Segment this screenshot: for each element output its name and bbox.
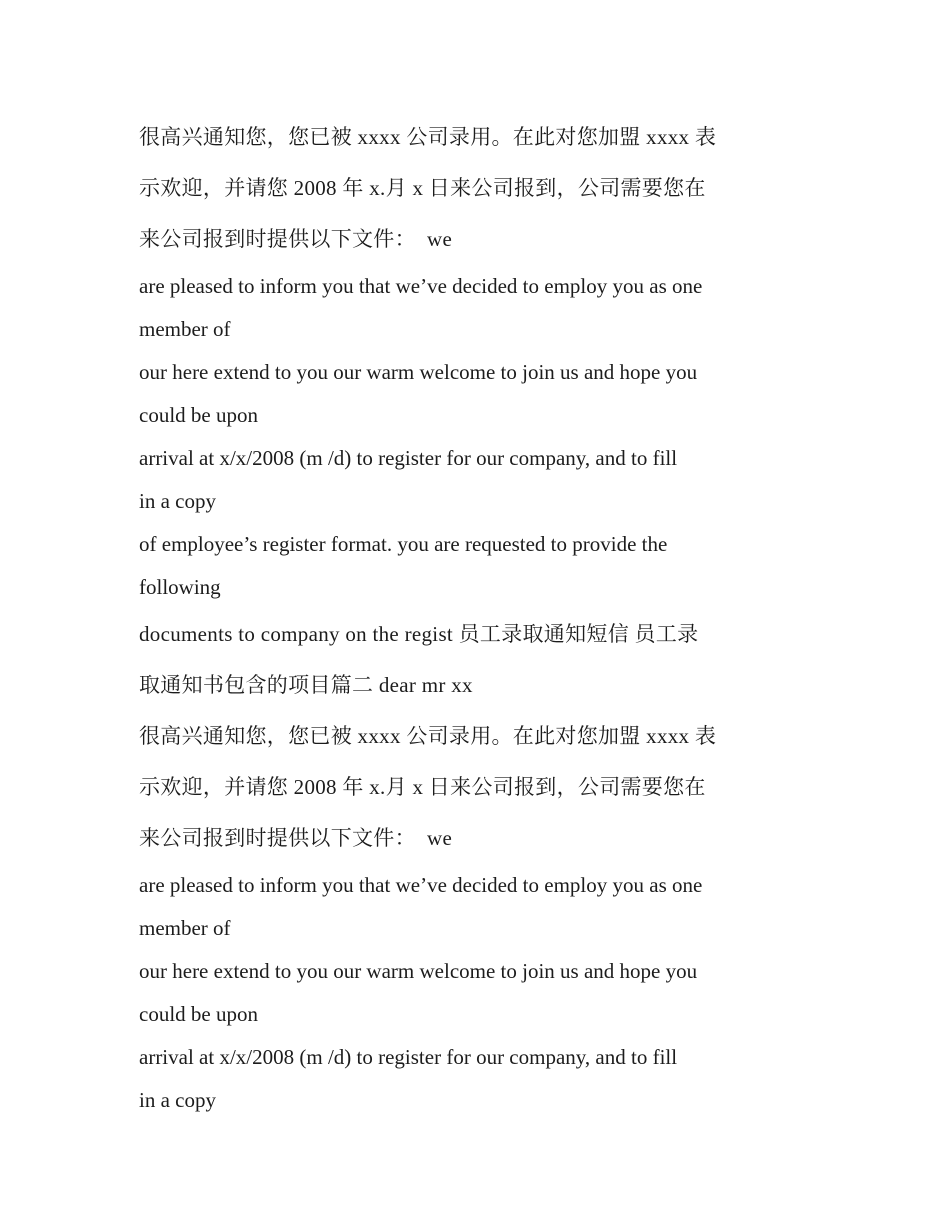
text-line: 示欢迎，并请您 2008 年 x.月 x 日来公司报到，公司需要您在: [139, 176, 706, 200]
text-line: in a copy: [139, 489, 216, 513]
text-line: documents to company on the regist 员工录取通知短信 员工录: [139, 622, 699, 646]
text-line: of employee’s register format. you are requested to provide the: [139, 532, 668, 556]
text-line: arrival at x/x/2008 (m /d) to register for our company, and to fill: [139, 1045, 678, 1069]
text-line: are pleased to inform you that we’ve decided to employ you as one: [139, 873, 703, 897]
text-line: in a copy: [139, 1088, 216, 1112]
text-line: following: [139, 575, 221, 599]
text-line: member of: [139, 317, 231, 341]
text-line: member of: [139, 916, 231, 940]
text-line: 示欢迎，并请您 2008 年 x.月 x 日来公司报到，公司需要您在: [139, 775, 706, 799]
text-line: 取通知书包含的项目篇二 dear mr xx: [139, 673, 473, 697]
text-line: could be upon: [139, 403, 258, 427]
text-line: could be upon: [139, 1002, 258, 1026]
text-line: 很高兴通知您，您已被 xxxx 公司录用。在此对您加盟 xxxx 表: [139, 724, 717, 748]
text-line: 来公司报到时提供以下文件： we: [139, 826, 453, 850]
text-line: 来公司报到时提供以下文件： we: [139, 227, 453, 251]
text-line: our here extend to you our warm welcome to join us and hope you: [139, 360, 698, 384]
text-line: are pleased to inform you that we’ve decided to employ you as one: [139, 274, 703, 298]
text-line: arrival at x/x/2008 (m /d) to register for our company, and to fill: [139, 446, 678, 470]
text-line: 很高兴通知您，您已被 xxxx 公司录用。在此对您加盟 xxxx 表: [139, 125, 717, 149]
text-line: our here extend to you our warm welcome to join us and hope you: [139, 959, 698, 983]
